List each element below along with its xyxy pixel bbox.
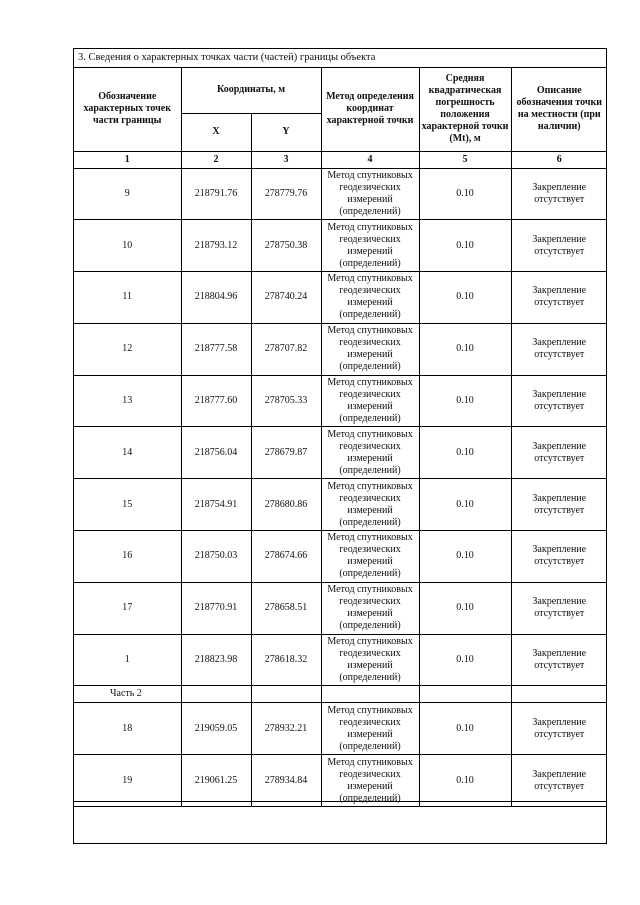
- description-cell: Закрепление отсутствует: [511, 375, 607, 427]
- coordinate-y: 278934.84: [251, 755, 321, 807]
- error-value: 0.10: [419, 634, 511, 686]
- header-error: Средняя квадратическая погрешность положения характерной точки (Mt), м: [419, 67, 511, 151]
- coordinate-x: 218756.04: [181, 427, 251, 479]
- empty-cell: [251, 686, 321, 703]
- column-number-2: 2: [181, 151, 251, 168]
- error-value: 0.10: [419, 168, 511, 220]
- description-cell: Закрепление отсутствует: [511, 703, 607, 755]
- point-number: 15: [74, 479, 181, 531]
- coordinate-y: 278618.32: [251, 634, 321, 686]
- empty-footer-box: [74, 801, 606, 843]
- coordinate-y: 278707.82: [251, 323, 321, 375]
- method-cell: Метод спутниковых геодезических измерений (определений): [321, 531, 419, 583]
- coordinate-x: 218791.76: [181, 168, 251, 220]
- coordinate-x: 218777.60: [181, 375, 251, 427]
- point-number: 18: [74, 703, 181, 755]
- error-value: 0.10: [419, 755, 511, 807]
- coordinate-y: 278658.51: [251, 582, 321, 634]
- coordinate-x: 218750.03: [181, 531, 251, 583]
- error-value: 0.10: [419, 427, 511, 479]
- error-value: 0.10: [419, 479, 511, 531]
- column-number-4: 4: [321, 151, 419, 168]
- point-number: 11: [74, 272, 181, 324]
- coordinate-x: 218804.96: [181, 272, 251, 324]
- table-row: [74, 479, 607, 531]
- table-row: [74, 168, 607, 220]
- header-coordinates: Координаты, м: [181, 67, 321, 113]
- coordinate-x: 218823.98: [181, 634, 251, 686]
- method-cell: Метод спутниковых геодезических измерений (определений): [321, 168, 419, 220]
- header-x: X: [181, 113, 251, 151]
- document-sheet: [73, 48, 607, 844]
- error-value: 0.10: [419, 703, 511, 755]
- table-row: [74, 427, 607, 479]
- description-cell: Закрепление отсутствует: [511, 531, 607, 583]
- coordinate-x: 219061.25: [181, 755, 251, 807]
- coordinate-x: 219059.05: [181, 703, 251, 755]
- table-row: [74, 634, 607, 686]
- method-cell: Метод спутниковых геодезических измерений (определений): [321, 323, 419, 375]
- method-cell: Метод спутниковых геодезических измерений (определений): [321, 479, 419, 531]
- description-cell: Закрепление отсутствует: [511, 427, 607, 479]
- description-cell: Закрепление отсутствует: [511, 168, 607, 220]
- column-number-6: 6: [511, 151, 607, 168]
- table-row: [74, 755, 607, 807]
- coordinate-x: 218777.58: [181, 323, 251, 375]
- error-value: 0.10: [419, 582, 511, 634]
- table-row: [74, 323, 607, 375]
- empty-cell: [419, 686, 511, 703]
- coordinate-y: 278779.76: [251, 168, 321, 220]
- coordinate-x: 218793.12: [181, 220, 251, 272]
- empty-cell: [321, 686, 419, 703]
- header-description: Описание обозначения точки на местности (при наличии): [511, 67, 607, 151]
- coordinate-y: 278680.86: [251, 479, 321, 531]
- coordinate-y: 278705.33: [251, 375, 321, 427]
- point-number: 14: [74, 427, 181, 479]
- point-number: 19: [74, 755, 181, 807]
- method-cell: Метод спутниковых геодезических измерений (определений): [321, 703, 419, 755]
- part-label: Часть 2: [74, 686, 181, 703]
- method-cell: Метод спутниковых геодезических измерений (определений): [321, 272, 419, 324]
- table-row: [74, 272, 607, 324]
- point-number: 16: [74, 531, 181, 583]
- error-value: 0.10: [419, 531, 511, 583]
- method-cell: Метод спутниковых геодезических измерений (определений): [321, 220, 419, 272]
- coordinate-y: 278674.66: [251, 531, 321, 583]
- description-cell: Закрепление отсутствует: [511, 755, 607, 807]
- error-value: 0.10: [419, 272, 511, 324]
- coordinate-y: 278679.87: [251, 427, 321, 479]
- part-label-row: [74, 686, 607, 703]
- column-number-5: 5: [419, 151, 511, 168]
- point-number: 17: [74, 582, 181, 634]
- description-cell: Закрепление отсутствует: [511, 634, 607, 686]
- method-cell: Метод спутниковых геодезических измерений (определений): [321, 634, 419, 686]
- description-cell: Закрепление отсутствует: [511, 582, 607, 634]
- description-cell: Закрепление отсутствует: [511, 272, 607, 324]
- description-cell: Закрепление отсутствует: [511, 323, 607, 375]
- error-value: 0.10: [419, 323, 511, 375]
- point-number: 12: [74, 323, 181, 375]
- table-row: [74, 531, 607, 583]
- coordinate-x: 218770.91: [181, 582, 251, 634]
- point-number: 10: [74, 220, 181, 272]
- point-number: 9: [74, 168, 181, 220]
- method-cell: Метод спутниковых геодезических измерений (определений): [321, 427, 419, 479]
- empty-cell: [511, 686, 607, 703]
- point-number: 1: [74, 634, 181, 686]
- table-row: [74, 582, 607, 634]
- column-number-3: 3: [251, 151, 321, 168]
- error-value: 0.10: [419, 375, 511, 427]
- description-cell: Закрепление отсутствует: [511, 220, 607, 272]
- coordinate-y: 278932.21: [251, 703, 321, 755]
- column-number-1: 1: [74, 151, 181, 168]
- method-cell: Метод спутниковых геодезических измерений (определений): [321, 582, 419, 634]
- empty-cell: [181, 686, 251, 703]
- error-value: 0.10: [419, 220, 511, 272]
- point-number: 13: [74, 375, 181, 427]
- table-row: [74, 375, 607, 427]
- coordinate-x: 218754.91: [181, 479, 251, 531]
- header-method: Метод определения координат характерной точки: [321, 67, 419, 151]
- method-cell: Метод спутниковых геодезических измерений (определений): [321, 755, 419, 807]
- points-table: [74, 67, 607, 807]
- section-title: 3. Сведения о характерных точках части (частей) границы объекта: [74, 49, 606, 68]
- coordinate-y: 278740.24: [251, 272, 321, 324]
- description-cell: Закрепление отсутствует: [511, 479, 607, 531]
- method-cell: Метод спутниковых геодезических измерений (определений): [321, 375, 419, 427]
- header-y: Y: [251, 113, 321, 151]
- table-row: [74, 703, 607, 755]
- coordinate-y: 278750.38: [251, 220, 321, 272]
- table-row: [74, 220, 607, 272]
- header-designation: Обозначение характерных точек части границы: [74, 67, 181, 151]
